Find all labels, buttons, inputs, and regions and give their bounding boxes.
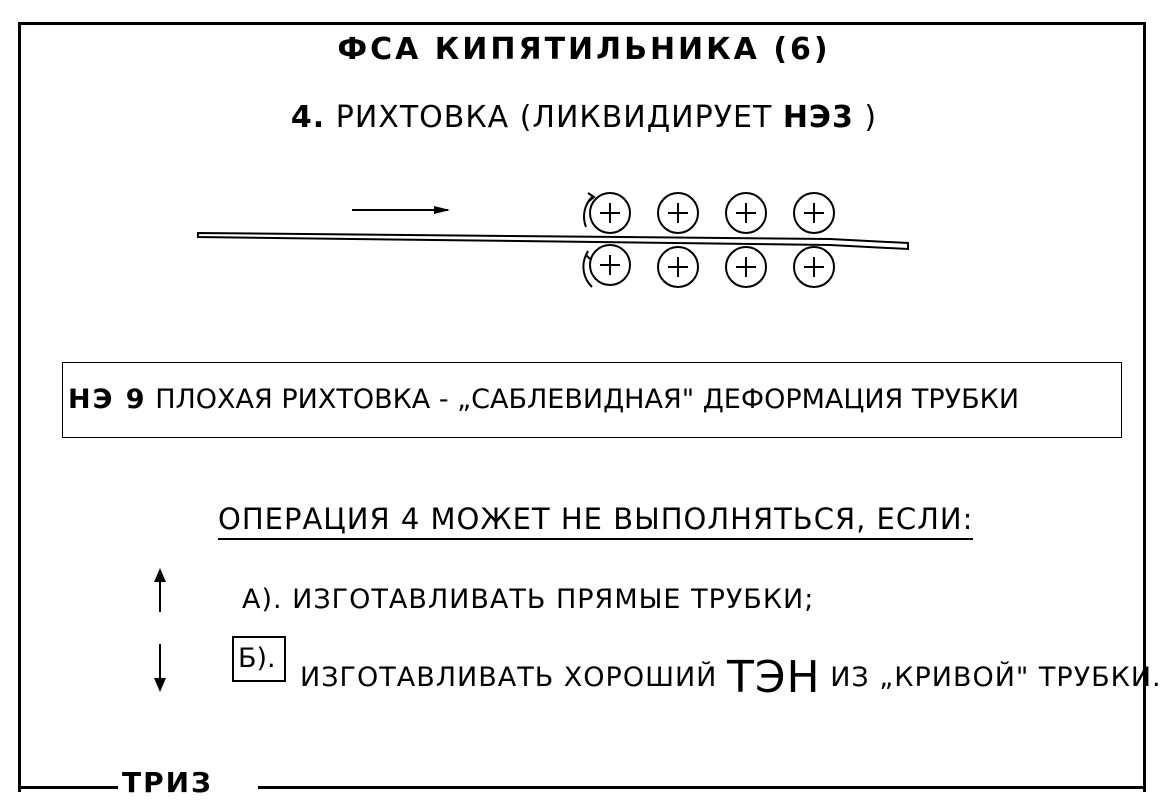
subtitle-paren-open: (ЛИКВИДИРУЕТ — [519, 100, 773, 135]
option-a: А). ИЗГОТАВЛИВАТЬ ПРЯМЫЕ ТРУБКИ; — [242, 584, 815, 615]
defect-description: ПЛОХАЯ РИХТОВКА - „САБЛЕВИДНАЯ" ДЕФОРМАЦИЯ ТРУБКИ — [155, 384, 1020, 415]
defect-code-ref: НЭ3 — [782, 100, 854, 135]
top-roller — [658, 193, 698, 233]
bottom-roller — [794, 247, 834, 287]
subtitle-paren-close: ) — [864, 100, 878, 135]
operation-name: РИХТОВКА — [335, 100, 510, 135]
bottom-roller — [590, 245, 630, 285]
option-b-label: Б). — [238, 643, 276, 674]
footer-rule-right — [258, 786, 1146, 789]
operation-subtitle — [0, 100, 1168, 135]
page-title: ФСА КИПЯТИЛЬНИКА (6) — [337, 32, 831, 67]
bottom-roller — [726, 247, 766, 287]
footer-brand: ТРИЗ — [122, 766, 213, 799]
option-b-text-after: ИЗ „КРИВОЙ" ТРУБКИ. — [830, 662, 1162, 693]
tube — [198, 233, 908, 249]
bottom-roller — [658, 247, 698, 287]
option-b-highlight: ТЭН — [726, 652, 821, 703]
operation-condition: ОПЕРАЦИЯ 4 МОЖЕТ НЕ ВЫПОЛНЯТЬСЯ, ЕСЛИ: — [218, 502, 973, 540]
option-b-text-before: ИЗГОТАВЛИВАТЬ ХОРОШИЙ — [300, 662, 727, 693]
top-roller — [726, 193, 766, 233]
bottom-rollers — [590, 245, 834, 287]
top-roller — [590, 193, 630, 233]
operation-number: 4. — [290, 100, 326, 135]
feed-direction-arrow — [352, 206, 450, 214]
option-b — [300, 646, 1162, 703]
defect-code: НЭ 9 — [68, 384, 147, 415]
footer-rule-left — [18, 786, 118, 789]
straightening-diagram — [190, 175, 930, 305]
top-roller — [794, 193, 834, 233]
top-rollers — [590, 193, 834, 233]
defect-statement — [68, 384, 1019, 415]
option-double-arrow — [148, 566, 172, 696]
